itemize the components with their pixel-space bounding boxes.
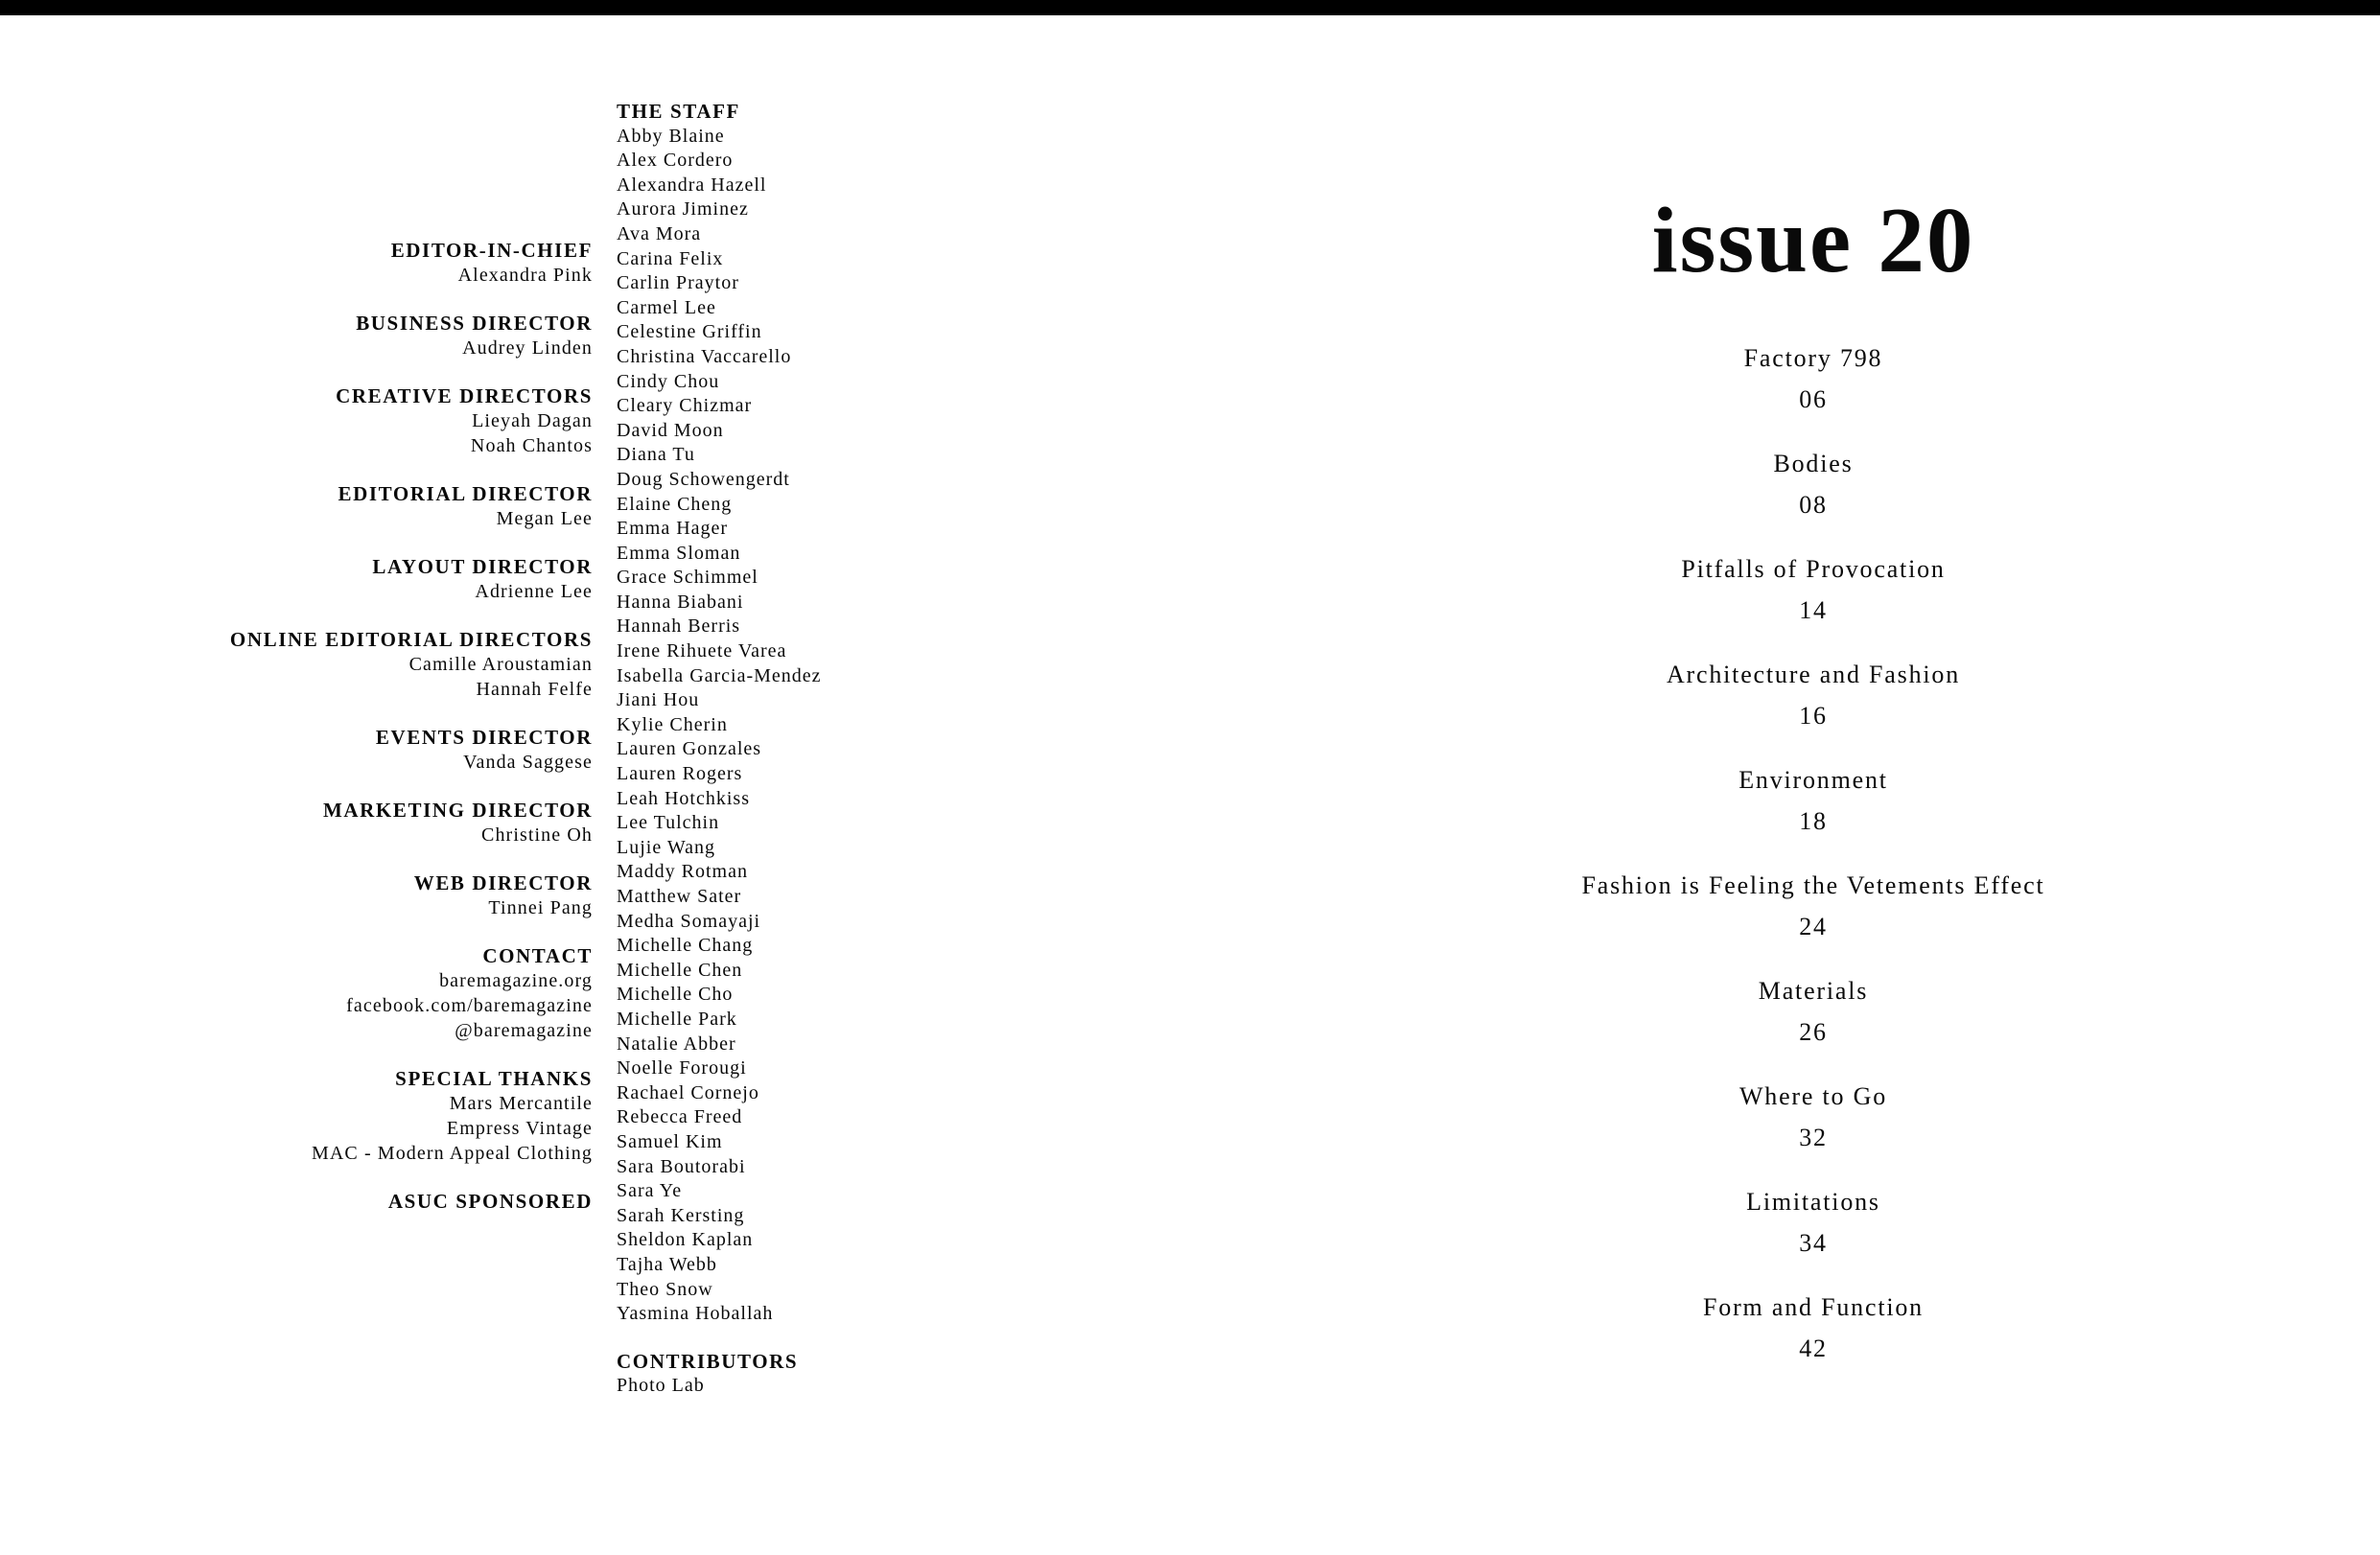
masthead-names: [0, 750, 593, 775]
staff-name: Noelle Forougi: [617, 1057, 747, 1079]
masthead-section: [0, 725, 593, 775]
staff-name: Ava Mora: [617, 222, 702, 244]
masthead-names: [0, 506, 593, 531]
masthead-heading: EVENTS DIRECTOR: [375, 726, 593, 749]
staff-name: Matthew Sater: [617, 886, 742, 907]
masthead-heading: CONTACT: [482, 944, 593, 967]
masthead-name: Christine Oh: [481, 824, 593, 846]
staff-name: Michelle Chang: [617, 935, 754, 957]
masthead-heading: ASUC SPONSORED: [387, 1190, 593, 1213]
staff-name: Isabella Garcia-Mendez: [617, 664, 822, 686]
staff-name: Grace Schimmel: [617, 567, 758, 589]
staff-name: Abby Blaine: [617, 125, 725, 147]
masthead-name: Empress Vintage: [446, 1118, 593, 1139]
masthead-section: [0, 311, 593, 360]
toc-entry-page-number: 06: [1799, 384, 1828, 413]
toc-entry-page-number: 24: [1799, 912, 1828, 940]
masthead-name: Megan Lee: [496, 508, 593, 529]
staff-name: Lauren Gonzales: [617, 738, 762, 760]
staff-name: Michelle Chen: [617, 959, 743, 981]
staff-name: Tajha Webb: [617, 1253, 717, 1275]
toc-entry: [1468, 870, 2158, 943]
staff-list: [617, 125, 1019, 1327]
staff-name: Cindy Chou: [617, 370, 720, 392]
issue-title: issue 20: [1651, 189, 1975, 291]
contributors-heading: CONTRIBUTORS: [617, 1349, 799, 1373]
staff-name: Sara Boutorabi: [617, 1155, 746, 1177]
staff-name: David Moon: [617, 419, 724, 441]
staff-name: Emma Sloman: [617, 542, 741, 564]
masthead-name: facebook.com/baremagazine: [346, 995, 593, 1016]
masthead-section: [0, 383, 593, 458]
masthead-name: Lieyah Dagan: [472, 410, 593, 431]
toc-entry: [1468, 975, 2158, 1049]
toc-entry-title: Factory 798: [1743, 343, 1883, 372]
staff-name: Diana Tu: [617, 444, 695, 466]
staff-name: Leah Hotchkiss: [617, 787, 750, 809]
toc-entry: [1468, 1080, 2158, 1154]
toc-entry-page-number: 26: [1799, 1017, 1828, 1046]
masthead-section: [0, 627, 593, 702]
masthead-heading: EDITORIAL DIRECTOR: [338, 482, 593, 505]
staff-name: Sarah Kersting: [617, 1204, 745, 1226]
masthead-name: @baremagazine: [455, 1020, 593, 1041]
toc-entry: [1468, 448, 2158, 522]
masthead-heading: MARKETING DIRECTOR: [322, 799, 593, 822]
toc-entry-page-number: 08: [1799, 490, 1828, 519]
toc-entry-title: Fashion is Feeling the Vetements Effect: [1581, 870, 2045, 899]
staff-name: Rachael Cornejo: [617, 1081, 759, 1103]
toc-entry: [1468, 764, 2158, 838]
masthead-names: [0, 336, 593, 360]
masthead-section: [0, 798, 593, 847]
staff-column: [617, 100, 1019, 1399]
masthead-section: [0, 1066, 593, 1166]
staff-name: Alex Cordero: [617, 150, 734, 172]
staff-name: Carmel Lee: [617, 296, 716, 318]
staff-name: Emma Hager: [617, 518, 729, 540]
masthead-column: [0, 238, 593, 1237]
masthead-section: [0, 943, 593, 1043]
masthead-heading: EDITOR-IN-CHIEF: [390, 239, 593, 262]
staff-name: Lee Tulchin: [617, 812, 720, 834]
staff-name: Elaine Cheng: [617, 493, 733, 515]
staff-name: Hannah Berris: [617, 615, 741, 638]
staff-name: Theo Snow: [617, 1278, 713, 1300]
toc-entry: [1468, 659, 2158, 732]
staff-name: Hanna Biabani: [617, 591, 744, 613]
masthead-section: [0, 1189, 593, 1214]
masthead-names: [0, 895, 593, 920]
contributors-list: [617, 1374, 1019, 1399]
masthead-names: [0, 263, 593, 288]
masthead-names: [0, 408, 593, 458]
toc-entry-title: Form and Function: [1703, 1292, 1924, 1321]
staff-name: Cleary Chizmar: [617, 395, 753, 417]
masthead-name: Mars Mercantile: [449, 1093, 593, 1114]
toc-entry-title: Architecture and Fashion: [1666, 660, 1960, 688]
staff-name: Doug Schowengerdt: [617, 468, 790, 490]
toc-entry-title: Pitfalls of Provocation: [1681, 554, 1946, 583]
masthead-heading: WEB DIRECTOR: [413, 871, 593, 894]
toc-entry: [1468, 553, 2158, 627]
staff-name: Aurora Jiminez: [617, 198, 749, 220]
masthead-heading: SPECIAL THANKS: [395, 1067, 593, 1090]
staff-name: Kylie Cherin: [617, 713, 728, 735]
masthead-names: [0, 968, 593, 1043]
masthead-heading: ONLINE EDITORIAL DIRECTORS: [229, 628, 593, 651]
masthead-name: Camille Aroustamian: [408, 654, 593, 675]
masthead-name: Tinnei Pang: [488, 897, 593, 918]
staff-name: Samuel Kim: [617, 1130, 723, 1152]
toc-entry: [1468, 1291, 2158, 1365]
masthead-name: baremagazine.org: [439, 970, 593, 991]
top-black-bar: [0, 0, 2380, 15]
staff-name: Carlin Praytor: [617, 272, 739, 294]
staff-name: Yasmina Hoballah: [617, 1303, 774, 1325]
masthead-section: [0, 238, 593, 288]
masthead-section: [0, 481, 593, 531]
staff-name: Irene Rihuete Varea: [617, 640, 787, 662]
toc-entry-title: Where to Go: [1738, 1081, 1888, 1110]
staff-name: Medha Somayaji: [617, 910, 761, 932]
toc-entries: [1468, 342, 2158, 1365]
staff-name: Natalie Abber: [617, 1033, 736, 1055]
staff-name: Lauren Rogers: [617, 763, 743, 785]
masthead-heading: LAYOUT DIRECTOR: [372, 555, 593, 578]
staff-name: Rebecca Freed: [617, 1106, 743, 1128]
masthead-names: [0, 652, 593, 702]
staff-name: Sheldon Kaplan: [617, 1229, 754, 1251]
toc-entry: [1468, 342, 2158, 416]
masthead-names: [0, 1091, 593, 1166]
toc-entry-title: Materials: [1758, 976, 1869, 1005]
staff-name: Lujie Wang: [617, 836, 715, 858]
masthead-names: [0, 579, 593, 604]
toc-entry-title: Environment: [1738, 765, 1888, 794]
masthead-heading: CREATIVE DIRECTORS: [336, 384, 593, 407]
staff-name: Jiani Hou: [617, 689, 700, 711]
staff-name: Celestine Griffin: [617, 321, 762, 343]
masthead-name: Hannah Felfe: [476, 679, 593, 700]
toc-entry-page-number: 42: [1799, 1334, 1828, 1362]
masthead-name: MAC - Modern Appeal Clothing: [311, 1143, 593, 1164]
toc-entry-page-number: 18: [1799, 806, 1828, 835]
masthead-section: [0, 870, 593, 920]
masthead-name: Vanda Saggese: [463, 752, 593, 773]
staff-name: Michelle Park: [617, 1008, 737, 1030]
toc-entry-title: Limitations: [1746, 1187, 1880, 1216]
masthead-name: Audrey Linden: [462, 337, 593, 359]
staff-name: Carina Felix: [617, 247, 724, 269]
staff-name: Sara Ye: [617, 1180, 683, 1202]
staff-heading: THE STAFF: [617, 100, 740, 123]
masthead-name: Adrienne Lee: [475, 581, 593, 602]
masthead-name: Noah Chantos: [470, 435, 593, 456]
staff-name: Michelle Cho: [617, 984, 734, 1006]
toc-entry-page-number: 32: [1799, 1123, 1828, 1151]
toc-entry-page-number: 34: [1799, 1228, 1828, 1257]
table-of-contents: [1468, 190, 2158, 1397]
toc-entry: [1468, 1186, 2158, 1260]
staff-name: Maddy Rotman: [617, 861, 748, 883]
contributor-name: Photo Lab: [617, 1375, 705, 1397]
staff-name: Alexandra Hazell: [617, 174, 767, 196]
masthead-names: [0, 823, 593, 847]
toc-entry-page-number: 16: [1799, 701, 1828, 730]
masthead-name: Alexandra Pink: [457, 265, 593, 286]
masthead-section: [0, 554, 593, 604]
staff-name: Christina Vaccarello: [617, 345, 792, 367]
masthead-heading: BUSINESS DIRECTOR: [356, 312, 593, 335]
toc-entry-title: Bodies: [1773, 449, 1854, 477]
toc-entry-page-number: 14: [1799, 595, 1828, 624]
